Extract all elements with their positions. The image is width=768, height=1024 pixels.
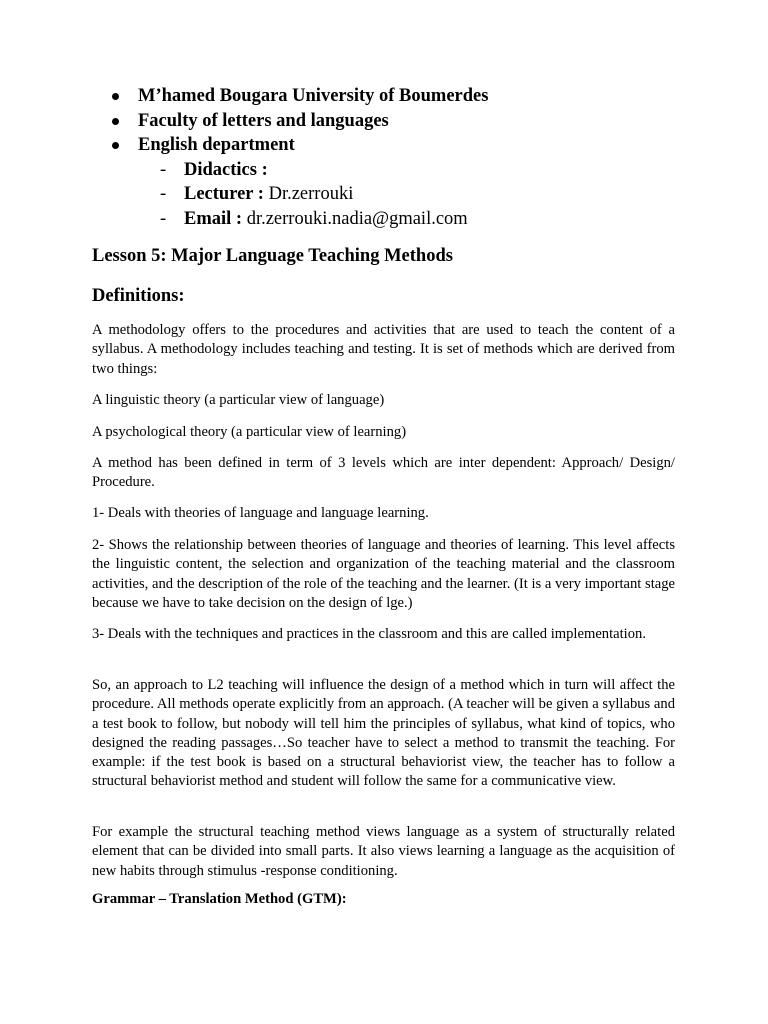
paragraph: A method has been defined in term of 3 levels which are inter dependent: Approach/ Design/ Procedure. — [92, 455, 675, 491]
paragraph: A methodology offers to the procedures and activities that are used to teach the content of a syllabus. A methodology includes teaching and testing. It is set of methods which are derived from two things: — [92, 322, 675, 377]
faculty-name: Faculty of letters and languages — [138, 110, 389, 131]
email-label: Email : — [184, 208, 243, 229]
email-value: dr.zerrouki.nadia@gmail.com — [242, 208, 468, 229]
paragraph: 2- Shows the relationship between theories of language and theories of learning. This level affects the linguistic content, the selection and organization of the teaching material and the classroom activities, and the description of the role of the teaching and the learner. (It is a very important stage because we have to take decision on the design of lge.) — [92, 537, 675, 611]
dash-icon: - — [160, 159, 167, 180]
lesson-title: Lesson 5: Major Language Teaching Methods — [92, 246, 453, 266]
definitions-heading: Definitions: — [92, 286, 185, 306]
lecturer-label: Lecturer : — [184, 184, 264, 204]
paragraph: 1- Deals with theories of language and language learning. — [92, 505, 429, 521]
department-name: English department — [138, 135, 295, 155]
paragraph: For example the structural teaching method views language as a system of structurally related element that can be divided into small parts. It also views learning a language as the acquisition of new habits through stimulus -response conditioning. — [92, 824, 675, 879]
dash-icon: - — [160, 184, 167, 204]
bullet-icon — [112, 118, 119, 125]
paragraph: 3- Deals with the techniques and practices in the classroom and this are called implementation. — [92, 626, 646, 642]
bullet-icon — [112, 142, 119, 149]
bullet-icon — [112, 93, 119, 100]
paragraph: A psychological theory (a particular view of learning) — [92, 424, 407, 440]
paragraph: A linguistic theory (a particular view of language) — [92, 392, 385, 408]
dash-icon: - — [160, 208, 167, 229]
lecturer-value: Dr.zerrouki — [263, 184, 354, 204]
paragraph: So, an approach to L2 teaching will influence the design of a method which in turn will affect the procedure. All methods operate explicitly from an approach. (A teacher will be given a syllabus and a test book to follow, but nobody will tell him the principles of syllabus, what kind of topics, who designed the reading passages…So teacher have to select a method to transmit the teaching. For example: if the test book is based on a structural behaviorist view, the teacher has to follow a structural behaviorist method and student will follow the same for a communicative view. — [92, 677, 675, 790]
university-name: M’hamed Bougara University of Boumerdes — [138, 86, 489, 106]
didactics-label: Didactics : — [184, 159, 268, 180]
gtm-heading: Grammar – Translation Method (GTM): — [92, 891, 347, 907]
